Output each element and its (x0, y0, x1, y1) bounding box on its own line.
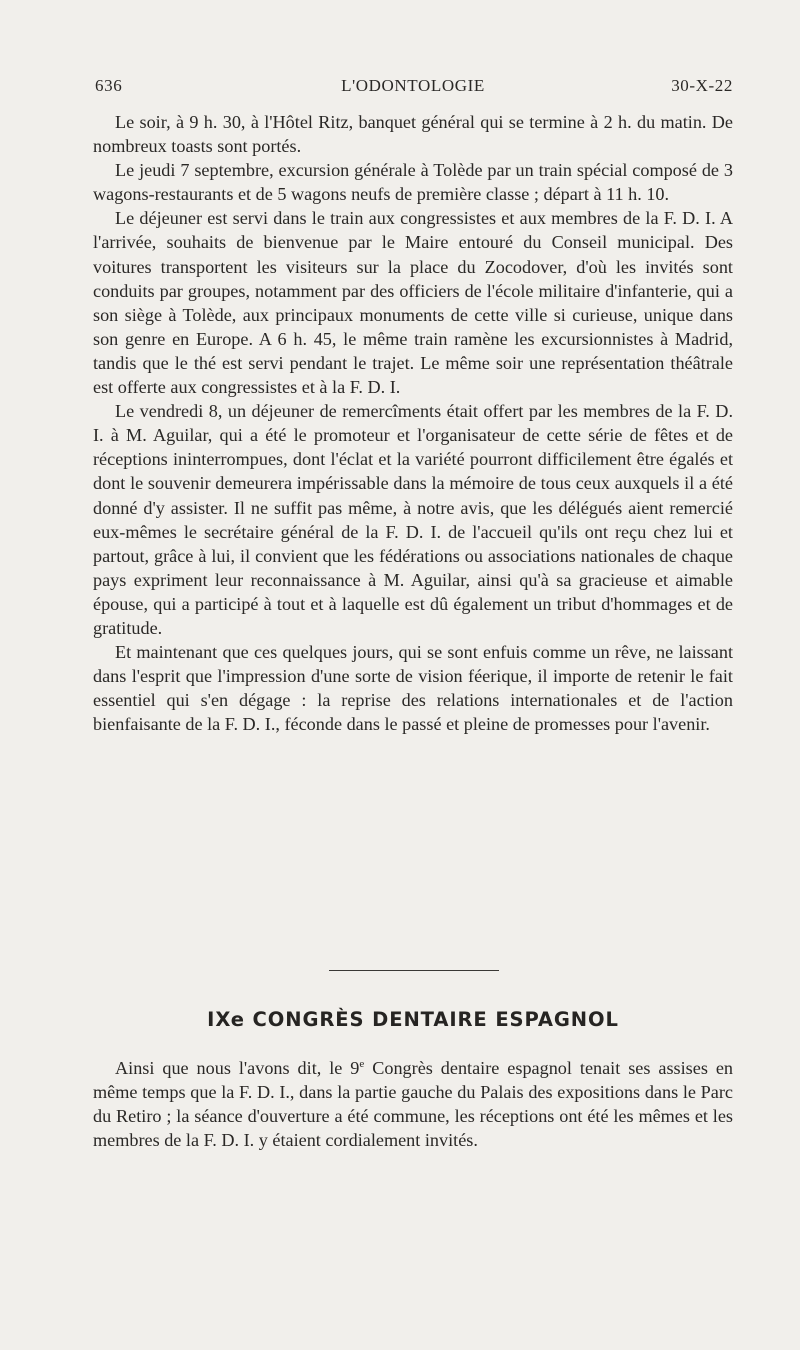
page-number: 636 (95, 76, 123, 95)
running-header (93, 76, 733, 100)
paragraph-conclusion: Et maintenant que ces quelques jours, qui se sont enfuis comme un rêve, ne laissant dans l'esprit que l'impression d'une sorte de vision féerique, il importe de retenir le fait essentiel qui s'en dégage : la reprise des relations internationales et de l'action bienfaisante de la F. D. I., féconde dans le passé et pleine de promesses pour l'avenir. (93, 642, 733, 735)
paragraph-excursion: Le jeudi 7 septembre, excursion générale à Tolède par un train spécial composé de 3 wagons-restaurants et de 5 wagons neufs de première classe ; départ à 11 h. 10. (93, 160, 733, 205)
section-divider (329, 970, 499, 971)
section-heading: IXe CONGRÈS DENTAIRE ESPAGNOL (207, 1008, 619, 1031)
section-body (93, 1056, 733, 1152)
paragraph-spanish-congress (93, 1056, 733, 1152)
paragraph-thanks-lunch: Le vendredi 8, un déjeuner de remercîments était offert par les membres de la F. D. I. à M. Aguilar, qui a été le promoteur et l'organisateur de cette série de fêtes et de réceptions ininterrompues, dont l'éclat et la variété pourront difficilement être égalés et dont le souvenir demeurera impérissable dans la mémoire de tous ceux auxquels il a été donné d'y assister. Il ne suffit pas même, à notre avis, que les délégués aient remercié eux-mêmes le secrétaire général de la F. D. I. de l'accueil qu'ils ont reçu chez lui et partout, grâce à lui, il convient que les fédérations ou associations nationales de chaque pays expriment leur reconnaissance à M. Aguilar, ainsi qu'à sa gracieuse et aimable épouse, qui a participé à tout et à laquelle est dû également un tribut d'hommages et de gratitude. (93, 401, 733, 638)
paragraph-text-start: Ainsi que nous l'avons dit, le 9 (115, 1058, 360, 1078)
issue-date: 30-X-22 (671, 76, 733, 95)
paragraph-toledo-visit: Le déjeuner est servi dans le train aux congressistes et aux membres de la F. D. I. A l'arrivée, souhaits de bienvenue par le Maire entouré du Conseil municipal. Des voitures transportent les visiteurs sur la place du Zocodover, d'où les invités sont conduits par groupes, notamment par des officiers de l'école militaire d'infanterie, qui a son siège à Tolède, aux principaux monuments de cette ville si curieuse, unique dans son genre en Europe. A 6 h. 45, le même train ramène les excursionnistes à Madrid, tandis que le thé est servi pendant le trajet. Le même soir une représentation théâtrale est offerte aux congressistes et à la F. D. I. (93, 208, 733, 398)
paragraph-text-end: Congrès dentaire espagnol tenait ses assises en même temps que la F. D. I., dans la partie gauche du Palais des expositions dans le Parc du Retiro ; la séance d'ouverture a été commune, les réceptions ont été les mêmes et les membres de la F. D. I. y étaient cordialement invités. (93, 1058, 734, 1151)
paragraph-banquet: Le soir, à 9 h. 30, à l'Hôtel Ritz, banquet général qui se termine à 2 h. du matin. De nombreux toasts sont portés. (93, 112, 733, 157)
journal-title: L'ODONTOLOGIE (341, 76, 485, 95)
ordinal-superscript: e (359, 1057, 365, 1070)
article-body (93, 110, 733, 736)
document-page (93, 0, 733, 1350)
